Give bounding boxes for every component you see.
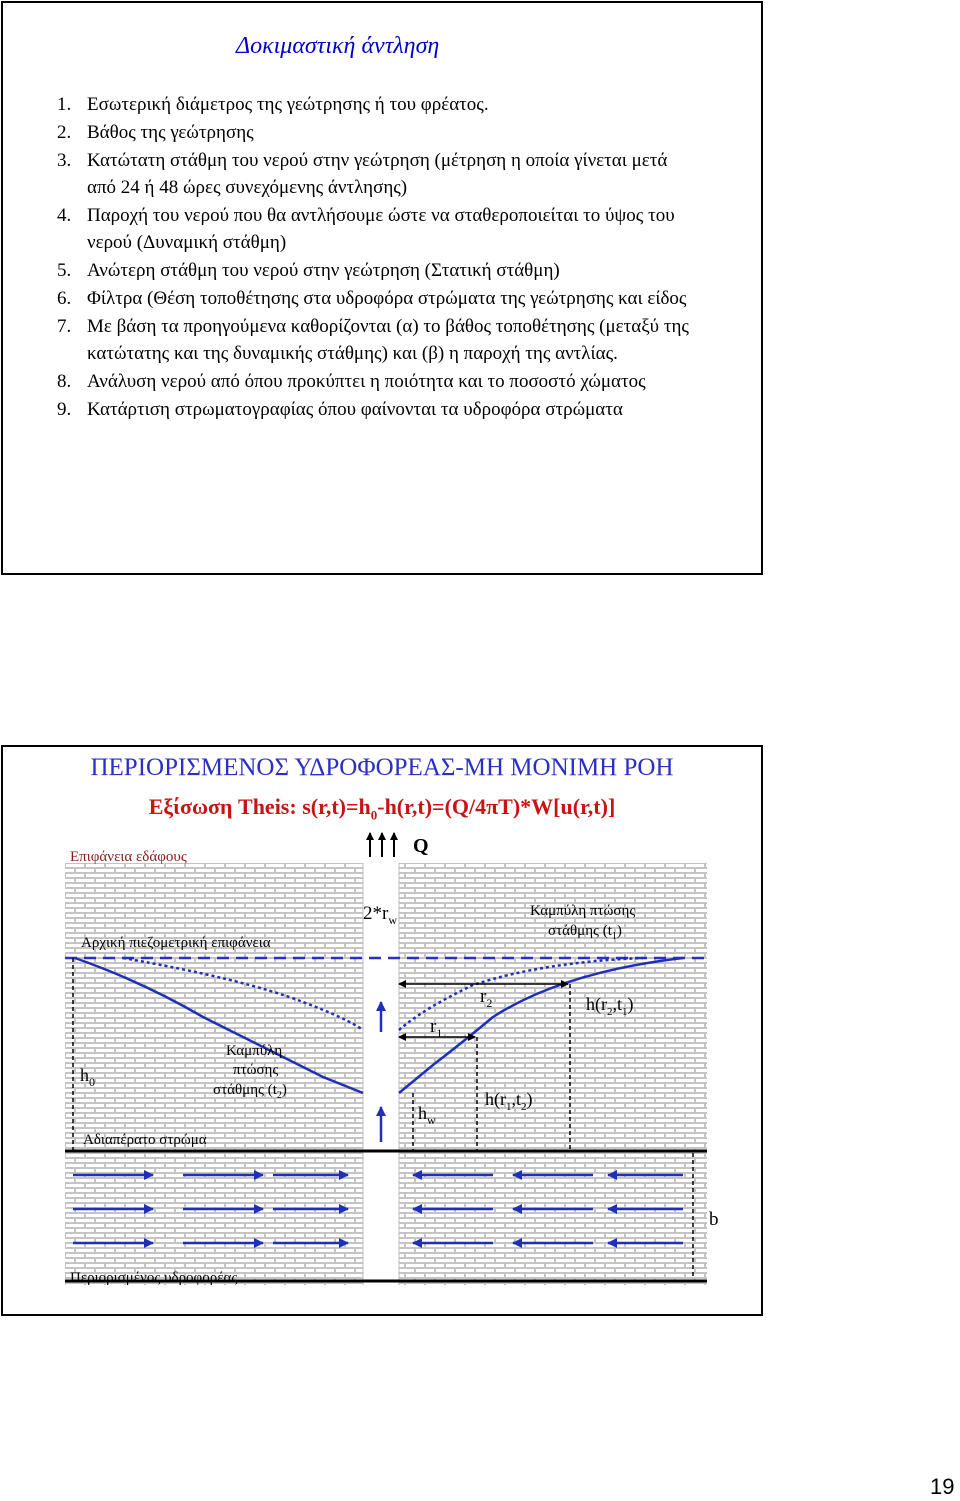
- item-text: Παροχή του νερού που θα αντλήσουμε ώστε να σταθεροποιείται το ύψος του νερού (Δυναμική στάθμη): [87, 205, 675, 253]
- curve-t2-label-line3: στάθμης $(t_2)$: [213, 1082, 287, 1101]
- ground-surface-label: Επιφάνεια εδάφους: [70, 849, 187, 865]
- list-item: [57, 202, 697, 256]
- item-number: 3.: [57, 150, 72, 171]
- curve-t1-label-line1: Καμπύλη πτώσης: [530, 903, 636, 919]
- aquifer-drawdown-diagram: [3, 747, 761, 1314]
- list-item: [57, 368, 697, 395]
- initial-surface-label: Αρχική πιεζομετρική επιφάνεια: [81, 935, 271, 951]
- list-item: [57, 91, 697, 118]
- list-item: [57, 285, 697, 312]
- item-number: 4.: [57, 205, 72, 226]
- list-item: [57, 147, 697, 201]
- item-text: Ανώτερη στάθμη του νερού στην γεώτρηση (Στατική στάθμη): [87, 260, 560, 281]
- curve-t1-label-line2: στάθμης $(t_1)$: [548, 923, 622, 942]
- item-number: 1.: [57, 94, 72, 115]
- confined-aquifer-label: Περιορισμένος υδροφορέας: [70, 1270, 238, 1286]
- discharge-arrows: [370, 833, 394, 857]
- item-number: 7.: [57, 316, 72, 337]
- h-r1-t2-label: $h(r_1,t_2)$: [485, 1089, 533, 1113]
- requirements-list: [57, 91, 697, 423]
- list-item: [57, 119, 697, 146]
- r2-label: $r_2$: [480, 986, 493, 1010]
- list-item: [57, 257, 697, 284]
- item-number: 9.: [57, 399, 72, 420]
- hw-label: $h_w$: [418, 1103, 436, 1127]
- item-text: Φίλτρα (Θέση τοποθέτησης στα υδροφόρα στρώματα της γεώτρησης και είδος: [87, 288, 687, 309]
- curve-t2-label-line2: πτώσης: [233, 1062, 279, 1078]
- r1-label: $r_1$: [430, 1016, 443, 1040]
- theis-equation: Εξίσωση Theis: $s(r,t)=h_0-h(r,t)=(Q/4\pi T)*W[u(r,t)]$: [148, 794, 616, 823]
- slide-title: ΠΕΡΙΟΡΙΣΜΕΝΟΣ ΥΔΡΟΦΟΡΕΑΣ-ΜΗ ΜΟΝΙΜΗ ΡΟΗ: [90, 754, 674, 781]
- impermeable-layer-label: Αδιαπέρατο στρώμα: [83, 1132, 207, 1148]
- item-text: Βάθος της γεώτρησης: [87, 122, 254, 143]
- item-text: Κατάρτιση στρωματογραφίας όπου φαίνονται τα υδροφόρα στρώματα: [87, 399, 623, 420]
- curve-t2-label-line1: Καμπύλη: [226, 1043, 283, 1059]
- slide-pumping-test: [1, 1, 763, 575]
- item-text: Κατώτατη στάθμη του νερού στην γεώτρηση (μέτρηση η οποία γίνεται μετά από 24 ή 48 ώρες συνεχόμενης άντλησης): [87, 150, 668, 198]
- well-diameter-label: $2*r_w$: [363, 903, 397, 927]
- item-number: 2.: [57, 122, 72, 143]
- item-text: Ανάλυση νερού από όπου προκύπτει η ποιότητα και το ποσοστό χώματος: [87, 371, 646, 392]
- h0-label: $h_0$: [80, 1065, 95, 1089]
- slide-confined-aquifer: [1, 745, 763, 1316]
- b-label: b: [709, 1209, 719, 1230]
- list-item: [57, 396, 697, 423]
- list-item: [57, 313, 697, 367]
- item-text: Με βάση τα προηγούμενα καθορίζονται (α) το βάθος τοποθέτησης (μεταξύ της κατώτατης και της δυναμικής στάθμης) και (β) η παροχή της αντλίας.: [87, 316, 689, 364]
- item-text: Εσωτερική διάμετρος της γεώτρησης ή του φρέατος.: [87, 94, 489, 115]
- h-r2-t1-label: $h(r_2,t_1)$: [586, 994, 634, 1018]
- slide-title: Δοκιμαστική άντληση: [236, 33, 440, 59]
- item-number: 5.: [57, 260, 72, 281]
- discharge-label: Q: [413, 835, 429, 857]
- item-number: 6.: [57, 288, 72, 309]
- item-number: 8.: [57, 371, 72, 392]
- page-number: 19: [930, 1474, 955, 1499]
